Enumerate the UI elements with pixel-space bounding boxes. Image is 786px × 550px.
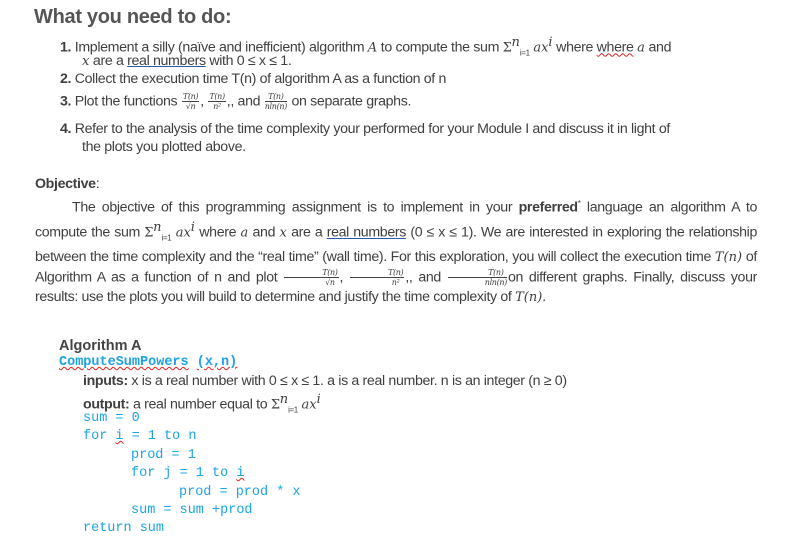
code-line (131, 466, 244, 481)
step-text: on separate graphs. (287, 93, 412, 110)
step-text: Implement a silly (naïve and inefficient) algorithm (74, 39, 368, 56)
code-line: return sum (83, 521, 165, 536)
math-exp: i (190, 220, 195, 236)
denominator: nln(n) (264, 102, 287, 111)
step-number: 1. (60, 39, 72, 56)
text: . (542, 288, 546, 305)
code-line: sum = sum +prod (131, 503, 253, 518)
function-signature (59, 355, 237, 370)
fraction (284, 268, 338, 287)
step-text: Plot the functions (74, 93, 181, 110)
step-1-line2 (82, 53, 291, 69)
denominator: nln(n) (484, 277, 507, 287)
step-4-line2: the plots you plotted above. (82, 139, 246, 155)
step-3 (60, 92, 411, 111)
objective-label: Objective (35, 176, 96, 192)
math-var: x (82, 54, 90, 69)
inputs-label: inputs: (83, 373, 128, 389)
math-expr: T(n) (515, 289, 543, 305)
section-heading: What you need to do: (34, 6, 232, 28)
denominator: √n (325, 277, 335, 287)
separator: ,, and (226, 93, 264, 110)
sum-upper: n (279, 392, 289, 407)
math-expr: T(n) (714, 250, 743, 266)
sum-symbol: Σ (270, 397, 280, 413)
sum-upper: n (511, 35, 520, 50)
text: on different graphs. Finally, discuss your results: use the plots you will build to determine and justify the time complexity of (35, 269, 757, 305)
text: language an algorithm A to compute the sum (35, 199, 757, 241)
fraction (208, 92, 225, 111)
objective-paragraph (35, 194, 757, 307)
numerator: T(n) (284, 268, 338, 278)
sum-symbol: Σ (502, 40, 512, 56)
numerator: T(n) (265, 92, 287, 102)
output-label: output: (83, 396, 130, 413)
sum-symbol: Σ (144, 225, 154, 241)
code-token[interactable]: i (236, 466, 245, 481)
algorithm-title: Algorithm A (59, 338, 142, 354)
output-text: a real number equal to (129, 396, 271, 413)
code-token: for (83, 429, 116, 444)
numerator: T(n) (350, 268, 404, 278)
separator: , (200, 93, 208, 110)
step-2 (60, 71, 446, 87)
math-expr: ax (175, 225, 191, 241)
function-name[interactable]: ComputeSumPowers (59, 355, 189, 370)
code-line: prod = prod * x (179, 485, 301, 500)
code-token: = 1 to n (123, 429, 197, 444)
emphasis: preferred (518, 199, 578, 216)
step-text: and (644, 39, 672, 56)
step-text: to compute the sum (377, 39, 503, 56)
code-token[interactable]: i (115, 429, 124, 444)
inputs-line (83, 373, 567, 389)
math-exp: i (548, 35, 553, 50)
denominator: √n (185, 102, 196, 111)
text: of Algorithm A as a function of n and plot (35, 249, 757, 286)
denominator: n² (391, 277, 400, 287)
spellcheck-word[interactable]: where (596, 39, 634, 56)
math-var: x (279, 225, 287, 241)
math-expr: ax (301, 397, 317, 413)
fraction (265, 92, 287, 111)
math-var: A (367, 40, 378, 56)
sum-lower: i=1 (519, 48, 530, 58)
footnote-mark: * (577, 199, 581, 208)
step-number: 3. (60, 93, 72, 110)
numerator: T(n) (448, 268, 507, 278)
fraction (182, 92, 199, 111)
code-token: for j = 1 to (131, 466, 237, 481)
step-text: Collect the execution time T(n) of algorithm A as a function of n (74, 71, 447, 87)
math-var: a (637, 40, 645, 56)
numerator: T(n) (209, 92, 225, 101)
step-text: with (205, 53, 237, 69)
step-number: 4. (60, 121, 72, 137)
real-numbers-link[interactable]: real numbers (127, 53, 206, 69)
denominator: n² (213, 102, 221, 111)
code-line: sum = 0 (83, 411, 140, 426)
math-expr: ax (533, 40, 549, 56)
real-numbers-link[interactable]: real numbers (326, 224, 407, 241)
objective-heading (35, 176, 99, 192)
text: and (248, 224, 280, 241)
fraction (350, 268, 404, 287)
step-number: 2. (60, 71, 72, 87)
text: The objective of this programming assignment is to implement in your (72, 199, 519, 216)
fraction (448, 268, 507, 287)
numerator: T(n) (182, 92, 199, 101)
separator: ,, and (405, 269, 447, 286)
step-text: Refer to the analysis of the time complexity your performed for your Module I and discuss it in light of (74, 121, 670, 137)
step-4 (60, 121, 670, 137)
sum-lower: i=1 (161, 233, 172, 243)
step-text: . (287, 53, 292, 69)
step-text: where (552, 39, 597, 56)
code-line (83, 429, 196, 444)
text: where (194, 224, 241, 241)
sum-upper: n (153, 220, 162, 236)
function-args[interactable]: (x,n) (196, 355, 238, 370)
text: (0 ≤ x ≤ 1). We are interested in exploring the relationship between the time complexity and the “real time” (wall time). For this exploration, you will collect the execution time (35, 224, 758, 266)
math-var: a (240, 225, 249, 241)
step-text: are a (89, 53, 128, 69)
code-line: prod = 1 (131, 448, 196, 463)
sum-lower: i=1 (288, 405, 298, 415)
colon: : (95, 176, 100, 192)
separator: , (339, 269, 349, 286)
math-exp: i (316, 392, 321, 407)
text: are a (286, 224, 327, 241)
math-ineq: 0 ≤ x ≤ 1 (236, 53, 288, 69)
inputs-text: x is a real number with 0 ≤ x ≤ 1. a is a real number. n is an integer (n ≥ 0) (127, 373, 567, 389)
